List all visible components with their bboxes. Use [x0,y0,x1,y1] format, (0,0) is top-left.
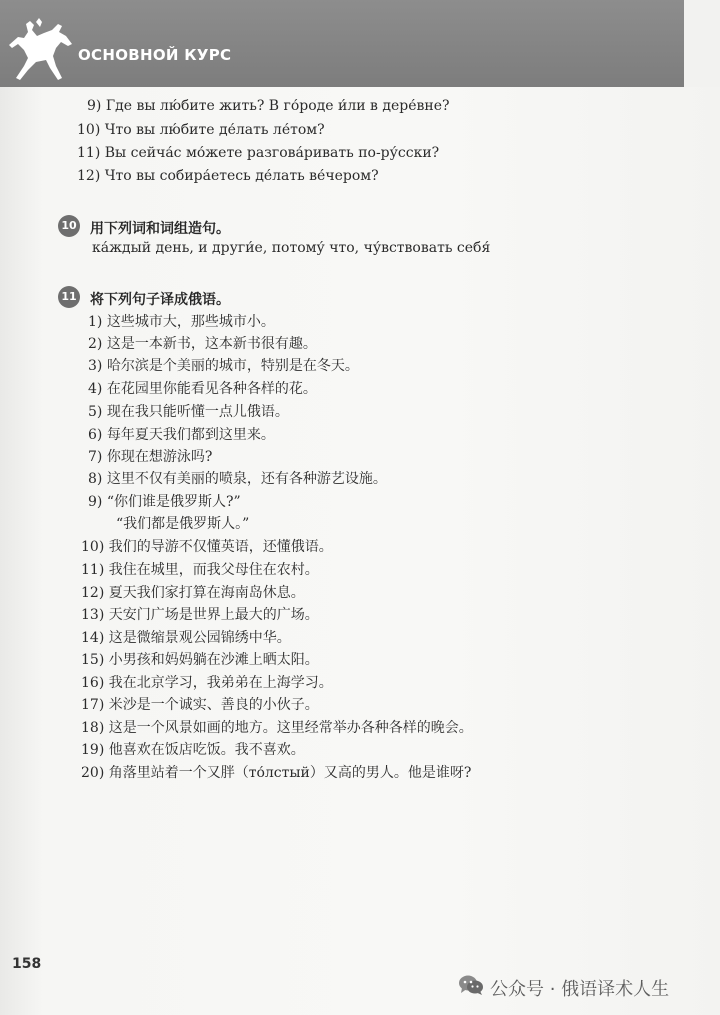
ex11-item-19: 19) 他喜欢在饭店吃饭。我不喜欢。 [81,742,305,758]
exercise-10-number: 10 [58,215,80,237]
ex11-item-3: 3) 哈尔滨是个美丽的城市，特别是在冬天。 [88,358,359,374]
ex9-item-12: 12) Что вы собира́етесь де́лать ве́чером? [77,168,379,184]
ex11-item-16: 16) 我在北京学习，我弟弟在上海学习。 [81,675,333,691]
exercise-10-words: ка́ждый день, и други́е, потому́ что, чу́вствовать себя́ [92,240,491,256]
ex11-item-13: 13) 天安门广场是世界上最大的广场。 [81,607,319,623]
ex11-item-9-answer: “我们都是俄罗斯人。” [116,516,250,532]
exercise-11-number: 11 [58,286,80,308]
header-band [0,0,684,87]
ex11-item-17: 17) 米沙是一个诚实、善良的小伙子。 [81,697,319,713]
ex9-item-10: 10) Что вы лю́бите де́лать ле́том? [77,122,325,138]
ex11-item-20: 20) 角落里站着一个又胖（то́лстый）又高的男人。他是谁呀? [81,765,472,781]
ex9-item-11: 11) Вы сейча́с мо́жете разгова́ривать по-ру́сски? [77,145,440,161]
course-title: ОСНОВНОЙ КУРС [78,46,232,64]
ex11-item-9: 9) “你们谁是俄罗斯人?” [88,494,241,510]
horse-rider-icon [6,18,76,84]
ex11-item-14: 14) 这是微缩景观公园锦绣中华。 [81,630,291,646]
ex11-item-15: 15) 小男孩和妈妈躺在沙滩上晒太阳。 [81,652,319,668]
header-edge [684,0,720,87]
ex11-item-10: 10) 我们的导游不仅懂英语，还懂俄语。 [81,539,333,555]
ex11-item-2: 2) 这是一本新书，这本新书很有趣。 [88,336,317,352]
exercise-11-instruction: 将下列句子译成俄语。 [90,292,230,308]
ex11-item-8: 8) 这里不仅有美丽的喷泉，还有各种游艺设施。 [88,471,387,487]
ex11-item-18: 18) 这是一个风景如画的地方。这里经常举办各种各样的晚会。 [81,720,473,736]
ex11-item-5: 5) 现在我只能听懂一点儿俄语。 [88,404,289,420]
ex9-item-9: 9) Где вы лю́бите жить? В го́роде и́ли в дере́вне? [87,98,450,114]
watermark-text: 公众号 · 俄语译术人生 [490,979,670,1000]
ex11-item-12: 12) 夏天我们家打算在海南岛休息。 [81,585,305,601]
wechat-icon [458,974,484,996]
page-number: 158 [12,956,42,972]
ex11-item-7: 7) 你现在想游泳吗? [88,449,213,465]
ex11-item-4: 4) 在花园里你能看见各种各样的花。 [88,381,317,397]
exercise-10-instruction: 用下列词和词组造句。 [90,221,230,237]
ex11-item-1: 1) 这些城市大，那些城市小。 [88,314,275,330]
ex11-item-6: 6) 每年夏天我们都到这里来。 [88,427,275,443]
ex11-item-11: 11) 我住在城里，而我父母住在农村。 [81,562,319,578]
